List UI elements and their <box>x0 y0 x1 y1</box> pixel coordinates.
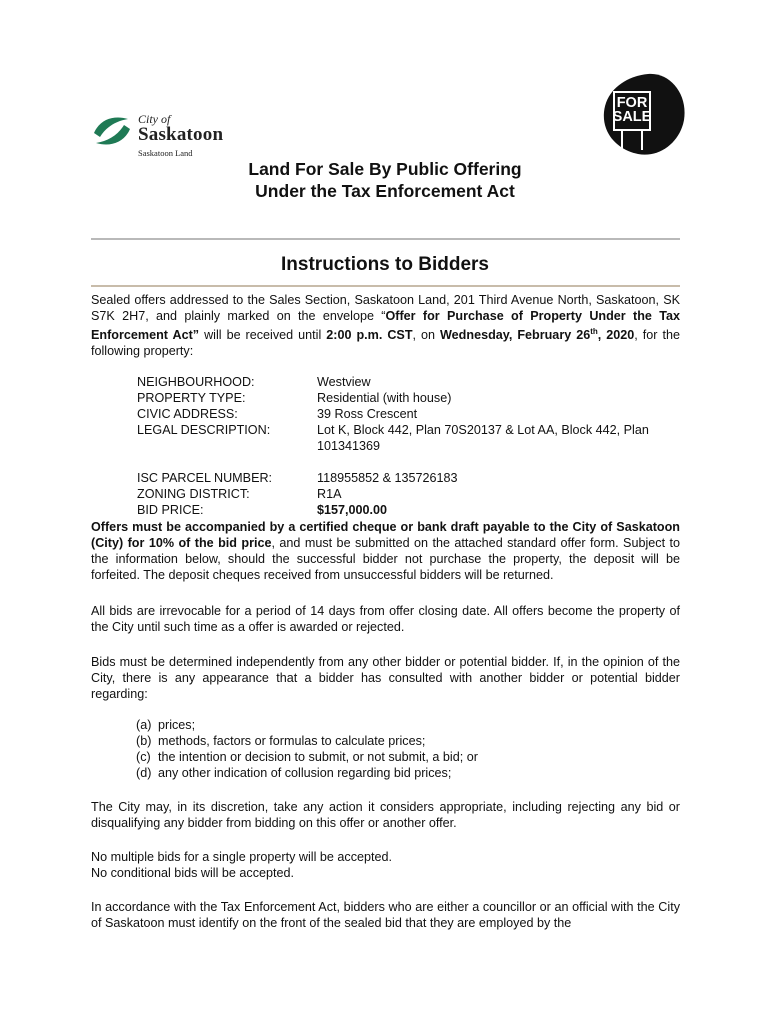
intro-paragraph <box>91 292 680 359</box>
intro-date-suffix: th <box>590 327 598 336</box>
property-type-label: PROPERTY TYPE: <box>137 391 246 405</box>
divider-bottom <box>91 285 680 287</box>
document-title <box>0 158 770 202</box>
property-details <box>137 374 680 518</box>
zoning-district-label: ZONING DISTRICT: <box>137 487 250 501</box>
list-text: the intention or decision to submit, or not submit, a bid; or <box>158 750 478 764</box>
list-marker: (c) <box>136 750 151 764</box>
isc-parcel-label: ISC PARCEL NUMBER: <box>137 471 273 485</box>
intro-text-1: Sealed offers addressed to the Sales Section, Saskatoon Land, 201 Third Avenue North, Saskatoon, SK S7K 2H7, and plainly marked on the envelope “ <box>91 293 680 323</box>
legal-description-value: Lot K, Block 442, Plan 70S20137 & Lot AA, Block 442, Plan 101341369 <box>317 423 649 453</box>
intro-deadline-time: 2:00 p.m. CST <box>326 328 413 343</box>
saskatoon-swoosh-icon <box>92 115 132 147</box>
list-item <box>136 717 478 733</box>
for-sale-sign <box>598 72 690 160</box>
intro-text-3: , on <box>412 328 441 343</box>
list-text: prices; <box>158 718 196 732</box>
neighbourhood-value: Westview <box>317 375 371 389</box>
list-text: any other indication of collusion regarding bid prices; <box>158 766 452 780</box>
title-line1: Land For Sale By Public Offering <box>248 159 522 179</box>
list-marker: (a) <box>136 718 152 732</box>
no-multiple-bids: No multiple bids for a single property will be accepted. <box>91 850 393 864</box>
neighbourhood-label: NEIGHBOURHOOD: <box>137 375 255 389</box>
property-row <box>137 502 680 518</box>
offers-text: , and must be submitted on the attached standard offer form. Subject to the information below, should the successful bidder not purchase the property, the deposit will be forfeited. The deposit cheques received from unsuccessful bidders will be returned. <box>91 536 680 582</box>
city-logo <box>92 112 242 162</box>
property-row <box>137 422 680 454</box>
property-row <box>137 470 680 486</box>
intro-deadline-year: , 2020 <box>597 328 635 343</box>
civic-address-value: 39 Ross Crescent <box>317 407 418 421</box>
intro-envelope-marking: Offer for Purchase of Property Under the Tax Enforcement Act” <box>91 309 680 343</box>
councillor-paragraph: In accordance with the Tax Enforcement Act, bidders who are either a councillor or an official with the City of Saskatoon must identify on the front of the sealed bid that they are employed by the <box>91 900 680 930</box>
no-conditional-bids: No conditional bids will be accepted. <box>91 866 295 880</box>
list-item <box>136 749 478 765</box>
intro-text-4: , for the following property: <box>91 328 680 359</box>
list-marker: (d) <box>136 766 152 780</box>
logo-city-of: City of <box>138 112 171 126</box>
property-row <box>137 406 680 422</box>
bid-price-label: BID PRICE: <box>137 503 204 517</box>
list-item <box>136 733 478 749</box>
property-row <box>137 374 680 390</box>
list-item <box>136 765 478 781</box>
property-row <box>137 486 680 502</box>
collusion-list <box>136 717 478 781</box>
for-sale-line2: SALE <box>612 109 652 125</box>
title-line2: Under the Tax Enforcement Act <box>255 181 515 201</box>
offers-paragraph <box>91 519 680 583</box>
independent-bids-paragraph: Bids must be determined independently from any other bidder or potential bidder. If, in the opinion of the City, there is any appearance that a bidder has consulted with another bidder or potential bidder regarding: <box>91 655 680 701</box>
divider-top <box>91 238 680 240</box>
legal-description-label: LEGAL DESCRIPTION: <box>137 423 271 437</box>
civic-address-label: CIVIC ADDRESS: <box>137 407 238 421</box>
offers-deposit-requirement: Offers must be accompanied by a certified cheque or bank draft payable to the City of Saskatoon (City) for 10% of the bid price <box>91 520 680 550</box>
intro-text-2: will be received until <box>199 328 327 343</box>
list-text: methods, factors or formulas to calculate prices; <box>158 734 426 748</box>
for-sale-line1: FOR <box>616 95 648 111</box>
logo-city-name: Saskatoon <box>138 124 224 145</box>
isc-parcel-value: 118955852 & 135726183 <box>317 471 458 485</box>
discretion-paragraph: The City may, in its discretion, take any action it considers appropriate, including rejecting any bid or disqualifying any bidder from bidding on this offer or another offer. <box>91 800 680 830</box>
irrevocable-paragraph: All bids are irrevocable for a period of 14 days from offer closing date. All offers become the property of the City until such time as a offer is awarded or rejected. <box>91 604 680 634</box>
property-type-value: Residential (with house) <box>317 391 452 405</box>
section-heading: Instructions to Bidders <box>281 254 489 275</box>
list-marker: (b) <box>136 734 152 748</box>
logo-sub-name: Saskatoon Land <box>138 148 193 158</box>
property-row <box>137 390 680 406</box>
zoning-district-value: R1A <box>317 487 342 501</box>
bid-price-value: $157,000.00 <box>317 503 388 517</box>
intro-deadline-date: Wednesday, February 26 <box>440 328 591 343</box>
